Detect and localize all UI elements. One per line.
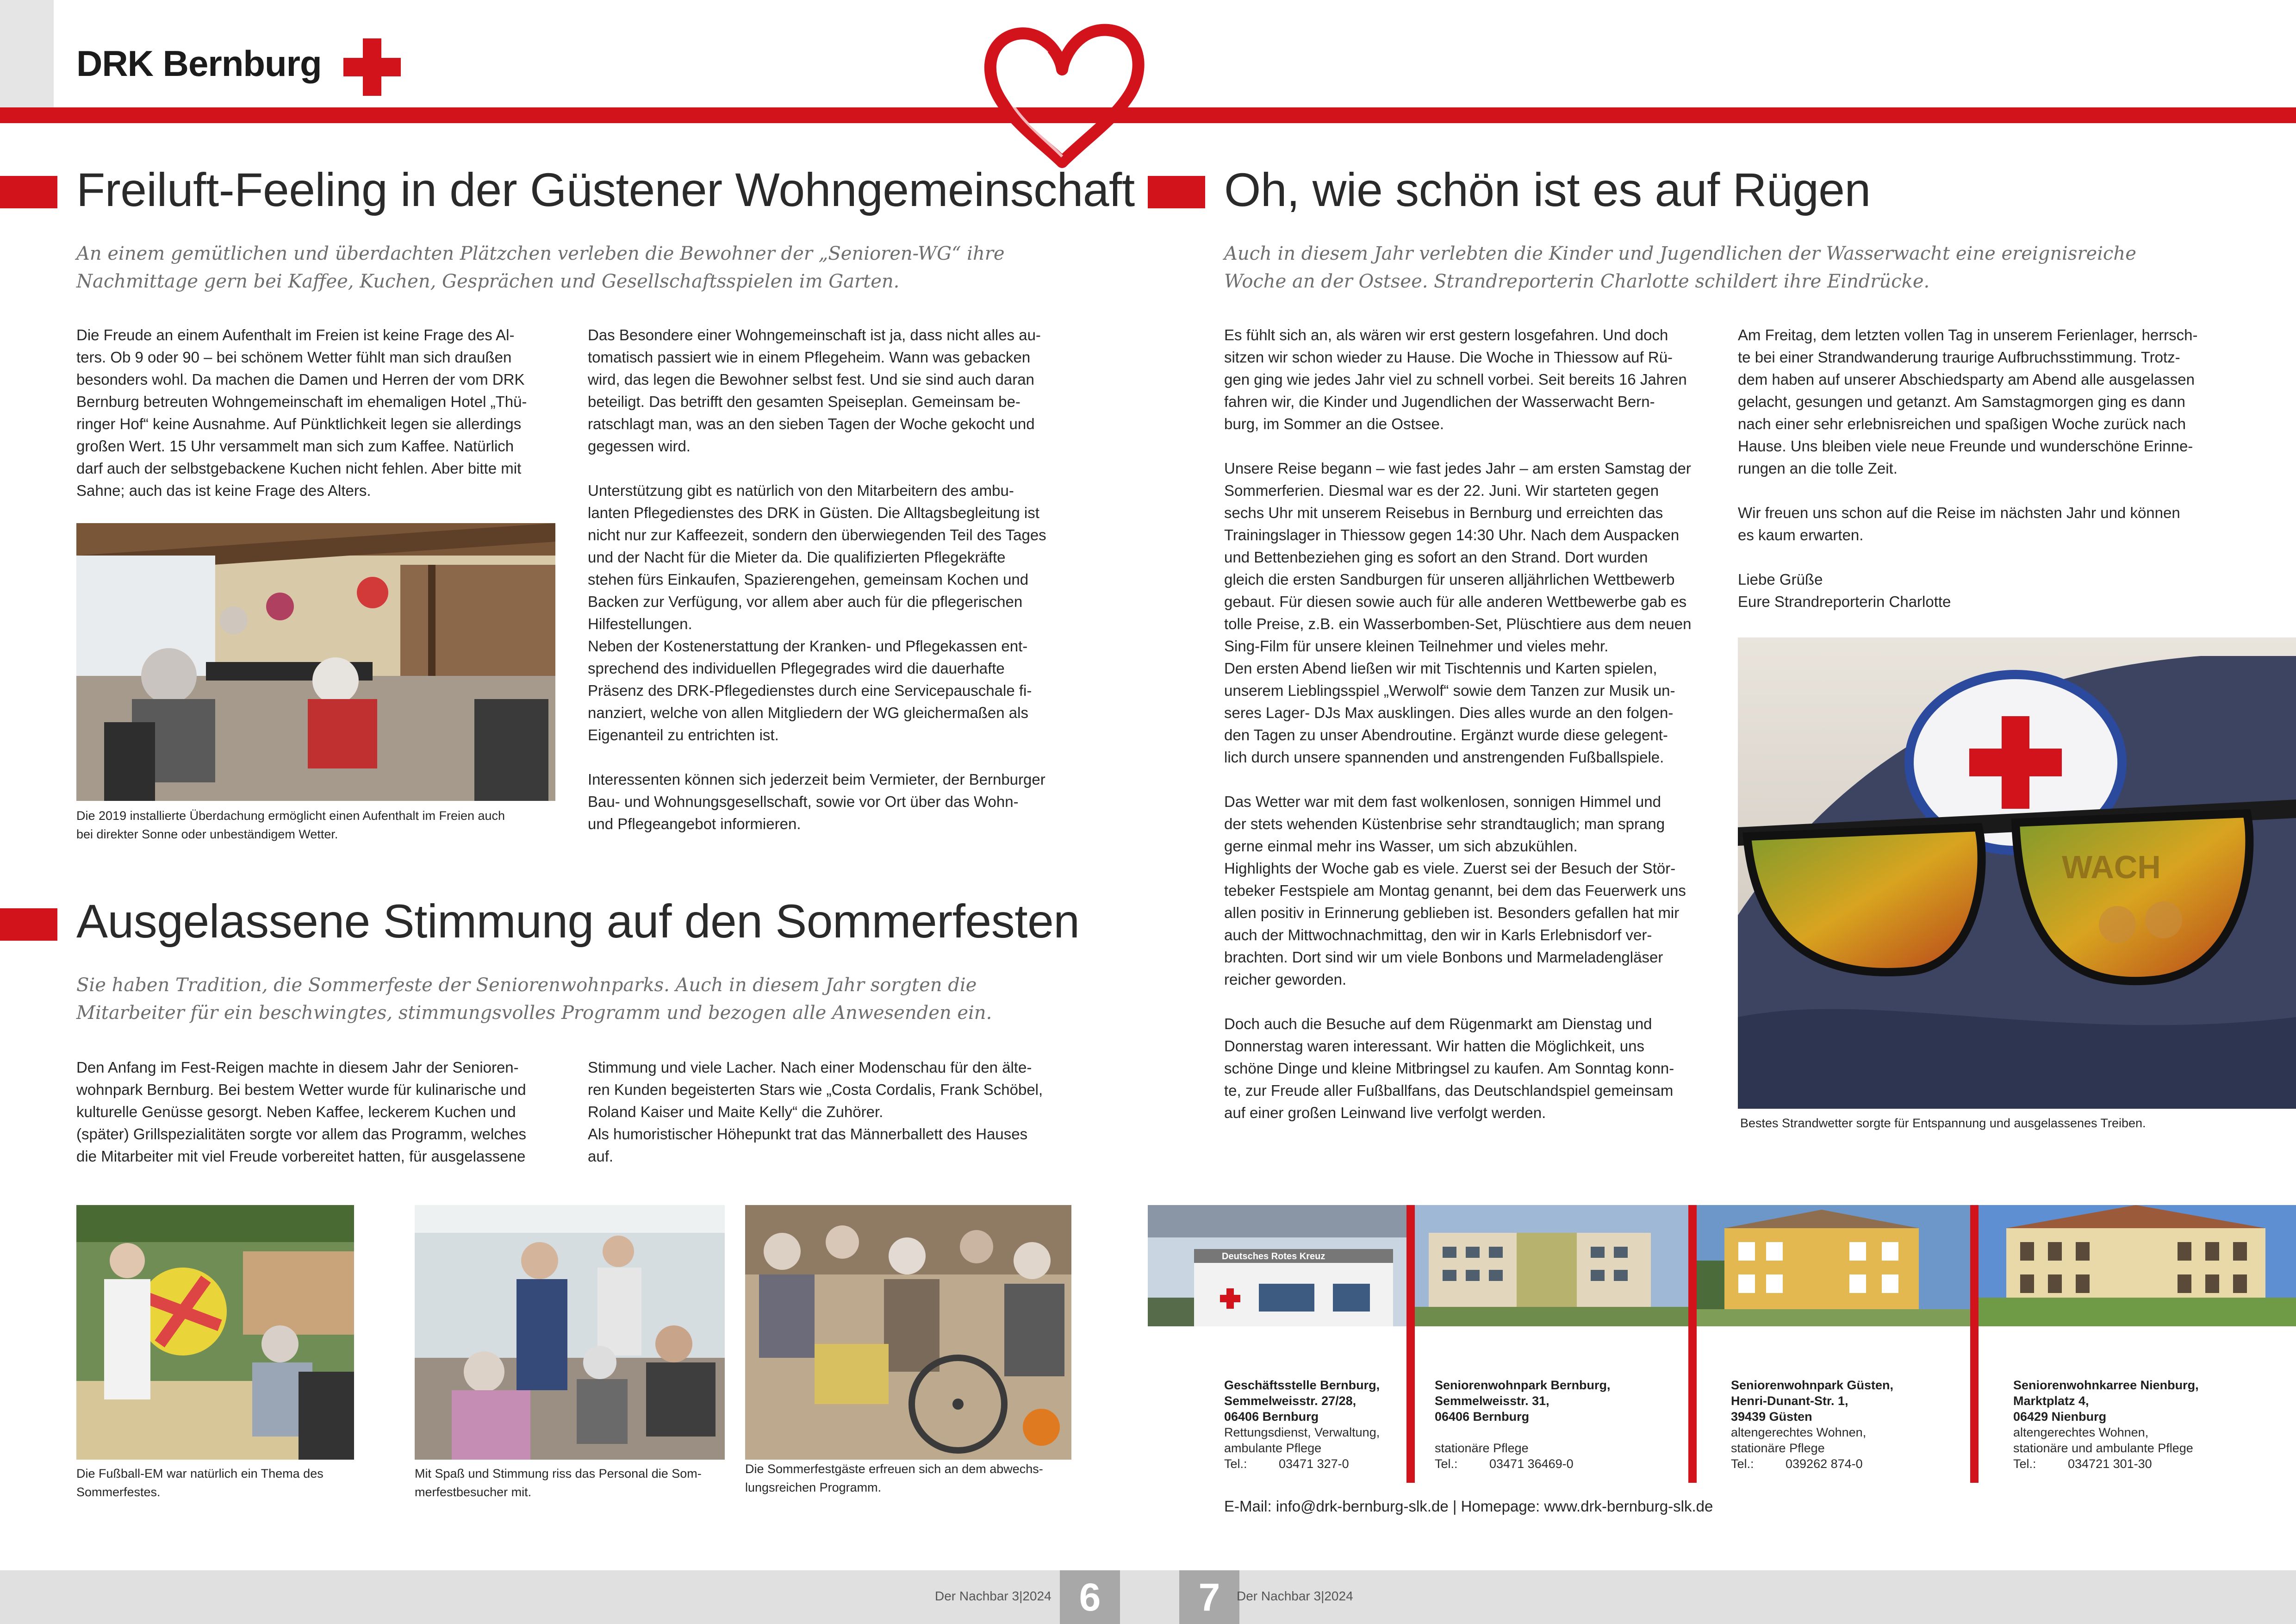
photo-sunglasses-cap <box>1738 637 2296 1109</box>
article1-column-2 <box>588 324 1078 857</box>
address-phone: Tel.: 034721 301-30 <box>2013 1457 2152 1471</box>
caption-sunglasses: Bestes Strandwetter sorgte für Entspannung und ausgelassenes Treiben. <box>1740 1116 2146 1130</box>
paragraph: Es fühlt sich an, als wären wir erst gestern losgefahren. Und doch sitzen wir schon wieder zu Hause. Die Woche in Thiessow auf Rü- gen ging wie jedes Jahr viel zu schnell vorbei. Seit bereits 16 Jahren fahren wir, die Kinder und Jugendlichen der Wasserwacht Bern- burg, im Sommer an die Ostsee. <box>1224 326 1687 432</box>
building-sign-text: Deutsches Rotes Kreuz <box>1222 1251 1325 1262</box>
paragraph: Den Anfang im Fest-Reigen machte in diesem Jahr der Senioren- wohnpark Bernburg. Bei bestem Wetter wurde für kulinarische und kulturelle Genüsse gesorgt. Neben Kaffee, leckerem Kuchen und (später) Grillspezialitäten sorgte vor allem das Programm, welches die Mitarbeiter mit viel Freude vorbereitet hatten, für ausgelassene <box>76 1059 527 1165</box>
address-services: altengerechtes Wohnen, stationäre und ambulante Pflege <box>2013 1425 2193 1455</box>
address-separator <box>1688 1205 1697 1483</box>
paragraph: Interessenten können sich jederzeit beim Vermieter, der Bernburger Bau- und Wohnungsgesellschaft, sowie vor Ort über das Wohn- und Pflegeangebot informieren. <box>588 771 1045 832</box>
caption-football: Die Fußball-EM war natürlich ein Thema des Sommerfestes. <box>76 1467 324 1499</box>
address-services: stationäre Pflege <box>1435 1441 1529 1455</box>
article2-column-2 <box>588 1056 1078 1190</box>
address-label: Seniorenwohnpark Güsten, Henri-Dunant-Str. 1, 39439 Güsten <box>1731 1378 1894 1424</box>
brand-title <box>76 43 322 85</box>
address-separator <box>1970 1205 1979 1483</box>
headline-ruegen: Oh, wie schön ist es auf Rügen <box>1224 163 1871 216</box>
paragraph: Liebe Grüße Eure Strandreporterin Charlotte <box>1738 571 1951 610</box>
paragraph: Die Freude an einem Aufenthalt im Freien ist keine Frage des Al- ters. Ob 9 oder 90 – bei schönem Wetter fühlt man sich draußen besonders wohl. Da machen die Damen und Herren der vom DRK Bernburg betreuten Wohngemeinschaft im ehemaligen Hotel „Thü- ringer Hof“ keine Ausnahme. Auf Pünktlichkeit legen sie allerdings großen Wert. 15 Uhr versammelt man sich zum Kaffee. Natürlich darf auch der selbstgebackene Kuchen nicht fehlen. Aber bitte mit Sahne; auch das ist keine Frage des Alters. <box>76 326 527 499</box>
paragraph: Unterstützung gibt es natürlich von den Mitarbeitern des ambu- lanten Pflegedienstes des DRK in Güsten. Die Alltagsbegleitung ist nicht nur zur Kaffeezeit, sondern den überwiegenden Teil des Tages und der Nacht für die Mieter da. Die qualifizierten Pflegekräfte stehen fürs Einkaufen, Spazierengehen, gemeinsam Kochen und Backen zur Verfügung, vor allem aber auch für die pflegerischen Hilfestellungen. Neben der Kostenerstattung der Kranken- und Pflegekassen ent- sprechend des individuellen Pflegegrades wird die dauerhafte Präsenz des DRK-Pflegedienstes durch eine Servicepauschale fi- nanziert, welche von allen Mitgliedern der WG gleichermaßen als Eigenanteil zu entrichten ist. <box>588 482 1046 743</box>
brand-name: DRK Bernburg <box>76 43 322 84</box>
contact-line: E-Mail: info@drk-bernburg-slk.de | Homepage: www.drk-bernburg-slk.de <box>1224 1498 1713 1515</box>
address-phone: Tel.: 039262 874-0 <box>1731 1457 1863 1471</box>
cap-print-text: WACH <box>2062 849 2161 885</box>
caption-garden-photo: Die 2019 installierte Überdachung ermöglicht einen Aufenthalt im Freien auch bei direkter Sonne oder unbeständigem Wetter. <box>76 809 505 841</box>
address-services: altengerechtes Wohnen, stationäre Pflege <box>1731 1425 1867 1455</box>
headline-marker <box>0 908 57 941</box>
address-separator <box>1406 1205 1415 1483</box>
page-number-right: 7 <box>1179 1570 1239 1624</box>
photo-garden-pergola <box>76 523 555 801</box>
caption-staff: Mit Spaß und Stimmung riss das Personal die Som- merfestbesucher mit. <box>415 1467 702 1499</box>
footer-publication-left: Der Nachbar 3|2024 <box>935 1589 1052 1603</box>
headline-marker <box>0 176 57 208</box>
address-block <box>1731 1377 1962 1472</box>
address-label: Seniorenwohnpark Bernburg, Semmelweisstr. 31, 06406 Bernburg <box>1435 1378 1611 1424</box>
address-label: Seniorenwohnkarree Nienburg, Marktplatz 4, 06429 Nienburg <box>2013 1378 2199 1424</box>
photo-geschaeftsstelle <box>1148 1205 1406 1326</box>
headline-marker <box>1148 176 1205 208</box>
photo-staff-dancing <box>415 1205 725 1460</box>
header-corner <box>0 0 54 107</box>
lead-ruegen: Auch in diesem Jahr verlebten die Kinder und Jugendlichen der Wasserwacht eine ereignisreiche Woche an der Ostsee. Strandreporterin Charlotte schildert ihre Eindrücke. <box>1224 243 2136 292</box>
paragraph: Unsere Reise begann – wie fast jedes Jahr – am ersten Samstag der Sommerferien. Diesmal war es der 22. Juni. Wir starteten gegen sechs Uhr mit unserem Reisebus in Bernburg und erreichten das Trainingslager in Thiessow gegen 14:30 Uhr. Nach dem Auspacken und Bettenbeziehen ging es sofort an den Strand. Dort wurden gleich die ersten Sandburgen für unseren alljährlichen Wettbewerb gebaut. Für diesen sowie auch für alle anderen Wettbewerbe gab es tolle Preise, z.B. ein Wasserbomben-Set, Plüschtiere aus dem neuen Sing-Film für unsere kleinen Teilnehmer und vieles mehr. Den ersten Abend ließen wir mit Tischtennis und Karten spielen, unserem Lieblingsspiel „Werwolf“ sowie dem Tanzen zur Musik un- seres Lager- DJs Max ausklingen. Dies alles wurde an den folgen- den Tagen zu unser Abendroutine. Ergänzt wurde diese gelegent- lich durch unsere spannenden und anstrengenden Fußballspiele. <box>1224 460 1692 766</box>
lead-sommerfeste: Sie haben Tradition, die Sommerfeste der Seniorenwohnparks. Auch in diesem Jahr sorgten die Mitarbeiter für ein beschwingtes, stimmungsvolles Programm und bezogen alle Anwesenden ein. <box>76 974 992 1024</box>
paragraph: Am Freitag, dem letzten vollen Tag in unserem Ferienlager, herrsch- te bei einer Strandwanderung traurige Aufbruchsstimmung. Trotz- dem haben auf unserer Abschiedsparty am Abend alle ausgelassen gelacht, gesungen und getanzt. Am Samstagmorgen ging es dann nach einer sehr erlebnisreichen und spaßigen Woche zurück nach Hause. Uns bleiben viele neue Freunde und wunderschöne Erinne- rungen an die tolle Zeit. <box>1738 326 2198 477</box>
caption-guests: Die Sommerfestgäste erfreuen sich an dem abwechs- lungsreichen Programm. <box>745 1462 1043 1494</box>
page-number-left: 6 <box>1060 1570 1120 1624</box>
ruegen-column-1 <box>1224 324 1715 1146</box>
headline-freiluft: Freiluft-Feeling in der Güstener Wohngemeinschaft <box>76 163 1135 216</box>
paragraph: Stimmung und viele Lacher. Nach einer Modenschau für den älte- ren Kunden begeisterten Stars wie „Costa Cordalis, Frank Schöbel, Roland Kaiser und Maite Kelly“ die Zuhörer. Als humoristischer Höhepunkt trat das Männerballett des Hauses auf. <box>588 1059 1043 1165</box>
paragraph: Das Besondere einer Wohngemeinschaft ist ja, dass nicht alles au- tomatisch passiert wie in einem Pflegeheim. Wann was gebacken wird, das legen die Bewohner selbst fest. Und sie sind auch daran beteiligt. Das betrifft den gesamten Speiseplan. Gemeinsam be- ratschlagt man, was an den sieben Tagen der Woche gekocht und gegessen wird. <box>588 326 1041 455</box>
paragraph: Wir freuen uns schon auf die Reise im nächsten Jahr und können es kaum erwarten. <box>1738 504 2180 543</box>
address-block <box>1224 1377 1400 1472</box>
address-services: Rettungsdienst, Verwaltung, ambulante Pflege <box>1224 1425 1380 1455</box>
address-block <box>1435 1377 1675 1472</box>
address-phone: Tel.: 03471 36469-0 <box>1435 1457 1574 1471</box>
photo-festival-guests <box>745 1205 1071 1460</box>
article1-column-1 <box>76 324 562 524</box>
address-phone: Tel.: 03471 327-0 <box>1224 1457 1349 1471</box>
article2-column-1 <box>76 1056 562 1190</box>
lead-freiluft: An einem gemütlichen und überdachten Plätzchen verleben die Bewohner der „Senioren-WG“ ihre Nachmittage gern bei Kaffee, Kuchen, Gesprächen und Gesellschaftsspielen im Garten. <box>76 243 1005 292</box>
headline-sommerfeste: Ausgelassene Stimmung auf den Sommerfesten <box>76 895 1080 948</box>
photo-seniorenwohnpark-bernburg <box>1415 1205 1688 1326</box>
address-label: Geschäftsstelle Bernburg, Semmelweisstr. 27/28, 06406 Bernburg <box>1224 1378 1380 1424</box>
paragraph: Das Wetter war mit dem fast wolkenlosen, sonnigen Himmel und der stets wehenden Küstenbrise sehr strandtauglich; man sprang gerne einmal mehr ins Wasser, um sich abzukühlen. Highlights der Woche gab es viele. Zuerst sei der Besuch der Stör- tebeker Festspiele am Montag genannt, bei dem das Feuerwerk uns allen positiv in Erinnerung geblieben ist. Besonders gefallen hat mir auch der Mittwochnachmittag, den wir in Karls Erlebnisdorf ver- brachten. Dort sind wir um viele Bonbons und Marmeladengläser reicher geworden. <box>1224 793 1686 988</box>
footer-bar <box>0 1570 2296 1624</box>
photo-football-em <box>76 1205 354 1460</box>
photo-seniorenwohnpark-guesten <box>1697 1205 1970 1326</box>
ruegen-column-2 <box>1738 324 2247 635</box>
photo-seniorenwohnkarree-nienburg <box>1979 1205 2296 1326</box>
address-block <box>2013 1377 2272 1472</box>
heart-icon <box>970 9 1155 176</box>
footer-publication-right: Der Nachbar 3|2024 <box>1237 1589 1353 1603</box>
paragraph: Doch auch die Besuche auf dem Rügenmarkt am Dienstag und Donnerstag waren interessant. Wir hatten die Möglichkeit, uns schöne Dinge und kleine Mitbringsel zu kaufen. Am Sonntag konn- te, zur Freude aller Fußballfans, das Deutschlandspiel gemeinsam auf einer großen Leinwand live verfolgt werden. <box>1224 1015 1674 1121</box>
red-cross-icon <box>343 38 401 96</box>
